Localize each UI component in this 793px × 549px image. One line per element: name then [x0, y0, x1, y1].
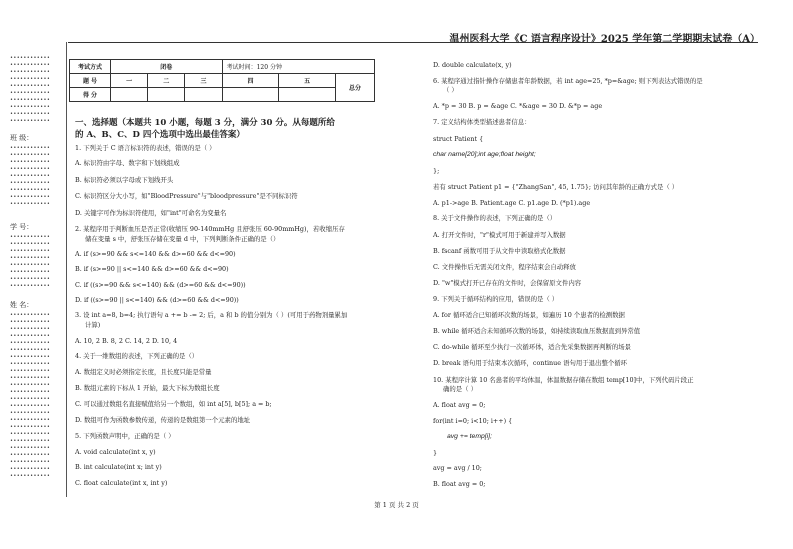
option-text: A. if (s>=90 && s<=140 && d>=60 && d<=90) — [75, 250, 236, 258]
option-text: D. double calculate(x, y) — [433, 61, 512, 69]
option-text: A. void calculate(int x, y) — [75, 448, 156, 456]
exam-title: 温州医科大学《C 语言程序设计》2025 学年第二学期期末试卷（A） — [449, 34, 760, 45]
option-text: A. 标识符由字母、数字和下划线组成 — [75, 159, 180, 167]
section-title: 一、选择题（本题共 10 小题，每题 3 分，满分 30 分。从每题所给 — [75, 118, 335, 128]
question-text: 4. 关于一维数组的表述，下列正确的是（） — [75, 352, 199, 360]
code-line: char name[20];int age;float height; — [433, 151, 536, 158]
question-text: 确的是（ ） — [443, 385, 477, 393]
question-no: 一 — [111, 74, 148, 88]
section-title: 的 A、B、C、D 四个选项中选出最佳答案） — [75, 130, 245, 140]
binding-dots: •••••••••••• •••••••••••• •••••••••••• •••••••••••• •••••••••••• •••••••••••• •••••••••••• •••••••••••• •••••••••••• •••••••••••• — [10, 55, 51, 124]
option-text: B. fscanf 函数可用于从文件中读取格式化数据 — [433, 247, 566, 255]
option-text: A. 数组定义时必须指定长度，且长度只能是常量 — [75, 368, 212, 376]
binding-dots: •••••••••••• •••••••••••• •••••••••••• •••••••••••• •••••••••••• •••••••••••• •••••••••••• •••••••••••• •••••••••••• — [10, 145, 51, 207]
question-text: 储在变量 s 中，舒张压存储在变量 d 中，下列判断条件正确的是（） — [85, 235, 280, 243]
option-text: A. p1->age B. Patient.age C. p1.age D. (*p1).age — [433, 199, 591, 207]
option-text: B. if (s>=90 || s<=140 && d>=60 && d<=90) — [75, 265, 229, 273]
option-text: C. do-while 循环至少执行一次循环体，适合先采集数据再判断的场景 — [433, 343, 632, 351]
question-text: 5. 下列函数声明中，正确的是（ ） — [75, 432, 175, 440]
binding-dots: •••••••••••• •••••••••••• •••••••••••• •••••••••••• •••••••••••• •••••••••••• •••••••••••• •••••••••••• — [10, 234, 51, 289]
option-text: B. while 循环适合未知循环次数的场景，如持续读取血压数据直到异常值 — [433, 327, 641, 335]
exam-mode-label: 考试方式 — [70, 60, 111, 74]
name-label: 姓 名： — [10, 301, 34, 309]
option-text: D. "w"模式打开已存在的文件时，会保留原文件内容 — [433, 279, 582, 287]
question-text: 1. 下列关于 C 语言标识符的表述，错误的是（ ） — [75, 144, 216, 152]
option-text: C. 文件操作后无需关闭文件，程序结束会自动释放 — [433, 263, 576, 271]
question-text: 2. 某程序用于判断血压是否正常(收缩压 90-140mmHg 且舒张压 60-90mmHg)，若收缩压存 — [75, 225, 345, 233]
option-text: A. for 循环适合已知循环次数的场景，如遍历 10 个患者的检测数据 — [433, 311, 625, 319]
code-line: for(int i=0; i<10; i++) { — [433, 417, 513, 425]
exam-mode-value: 闭卷 — [111, 60, 223, 74]
total-label: 总分 — [336, 74, 375, 102]
code-line: avg += temp[i]; — [447, 433, 492, 440]
option-text: B. 标识符必须以字母或下划线开头 — [75, 176, 174, 184]
option-text: B. float avg = 0; — [433, 480, 486, 488]
option-text: C. float calculate(int x, int y) — [75, 479, 168, 487]
question-text: 8. 关于文件操作的表述，下列正确的是（） — [433, 214, 557, 222]
question-no-label: 题 号 — [70, 74, 111, 88]
option-text: D. 关键字可作为标识符使用，如"int"可命名为变量名 — [75, 209, 227, 217]
binding-dots: •••••••••••• •••••••••••• •••••••••••• •••••••••••• •••••••••••• •••••••••••• •••••••••••• •••••••••••• •••••••••••• •••••••••••• •••••••••••• •••••••••••• •••••••••••• •••••••••••• •••••••••••• •••••••••••• •••••••••••• •••••••••••• •••••••••••• •••••••••••• •••••••••••• •••••••••••• •••••••••••• •••••••••••• — [10, 312, 51, 479]
question-text: 6. 某程序通过指针操作存储患者年龄数据，若 int age=25, *p=&age; 则下列表达式错误的是 — [433, 77, 703, 85]
option-text: A. 10, 2 B. 8, 2 C. 14, 2 D. 10, 4 — [75, 337, 178, 345]
exam-time: 考试时间：120 分钟 — [222, 60, 374, 74]
code-line: } — [433, 449, 438, 457]
option-text: B. 数组元素的下标从 1 开始，最大下标为数组长度 — [75, 384, 220, 392]
student-id-label: 学 号： — [10, 223, 34, 231]
option-text: B. int calculate(int x; int y) — [75, 463, 162, 471]
option-text: D. 数组可作为函数参数传递，传递的是数组第一个元素的地址 — [75, 416, 251, 424]
question-no: 五 — [279, 74, 336, 88]
code-line: A. float avg = 0; — [433, 401, 486, 409]
code-line: avg = avg / 10; — [433, 464, 482, 472]
option-text: A. *p = 30 B. p = &age C. *&age = 30 D. &*p = age — [433, 102, 603, 110]
right-column — [433, 0, 763, 549]
option-text: D. break 语句用于结束本次循环，continue 语句用于退出整个循环 — [433, 359, 628, 367]
question-text: 9. 下列关于循环结构的应用，错误的是（ ） — [433, 295, 559, 303]
option-text: C. 标识符区分大小写，如"BloodPressure"与"bloodpressure"是不同标识符 — [75, 192, 298, 200]
option-text: A. 打开文件时，"r"模式可用于新建并写入数据 — [433, 231, 566, 239]
question-no: 四 — [222, 74, 279, 88]
question-text: 3. 设 int a=8, b=4; 执行语句 a += b -= 2; 后，a 和 b 的值分别为（ ）(可用于药物剂量累加 — [75, 311, 348, 319]
score-label: 得 分 — [70, 88, 111, 102]
question-text: 7. 定义结构体类型描述患者信息： — [433, 118, 531, 126]
option-text: C. if ((s>=90 && s<=140) && (d>=60 && d<=90)) — [75, 281, 246, 289]
question-no: 二 — [148, 74, 185, 88]
question-text: 计算) — [85, 321, 101, 329]
code-line: struct Patient { — [433, 135, 484, 143]
binding-line — [66, 42, 67, 497]
option-text: D. if ((s>=90 || s<=140) && (d>=60 && d<=90)) — [75, 296, 239, 304]
question-no: 三 — [185, 74, 222, 88]
question-text: 10. 某程序计算 10 名患者的平均体温，体温数据存储在数组 temp[10]中，下列代码片段正 — [433, 376, 694, 384]
page-number: 第 1 页 共 2 页 — [374, 501, 419, 509]
question-text: 若有 struct Patient p1 = {"ZhangSan", 45, 1.75}; 访问其年龄的正确方式是（ ） — [433, 183, 679, 191]
code-line: }; — [433, 167, 440, 175]
class-label: 班 级： — [10, 134, 34, 142]
left-column — [75, 0, 415, 549]
option-text: C. 可以通过数组名直接赋值给另一个数组，如 int a[5], b[5]; a = b; — [75, 400, 272, 408]
question-text: （ ） — [443, 86, 458, 94]
